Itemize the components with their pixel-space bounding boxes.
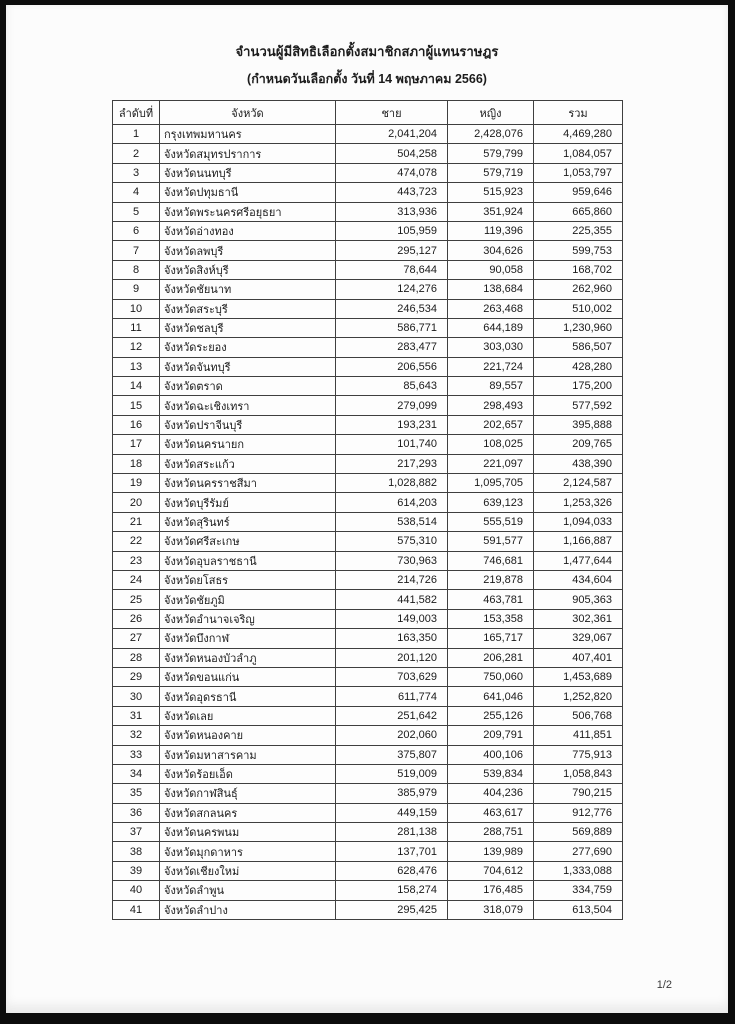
female-count-cell: 219,878 <box>448 570 534 589</box>
row-number-cell: 22 <box>113 532 160 551</box>
total-count-cell: 599,753 <box>534 241 623 260</box>
male-count-cell: 1,028,882 <box>336 474 448 493</box>
province-name-cell: จังหวัดลำปาง <box>160 900 336 919</box>
row-number-cell: 7 <box>113 241 160 260</box>
total-count-cell: 407,401 <box>534 648 623 667</box>
total-count-cell: 175,200 <box>534 377 623 396</box>
table-row <box>113 764 623 783</box>
total-count-cell: 1,252,820 <box>534 687 623 706</box>
table-row <box>113 842 623 861</box>
table-row <box>113 299 623 318</box>
table-row <box>113 745 623 764</box>
row-number-cell: 13 <box>113 357 160 376</box>
total-count-cell: 438,390 <box>534 454 623 473</box>
row-number-cell: 32 <box>113 726 160 745</box>
row-number-cell: 24 <box>113 570 160 589</box>
total-count-cell: 510,002 <box>534 299 623 318</box>
table-row <box>113 221 623 240</box>
row-number-cell: 5 <box>113 202 160 221</box>
female-count-cell: 153,358 <box>448 609 534 628</box>
row-number-cell: 2 <box>113 144 160 163</box>
female-count-cell: 579,799 <box>448 144 534 163</box>
province-name-cell: จังหวัดมหาสารคาม <box>160 745 336 764</box>
province-name-cell: จังหวัดร้อยเอ็ด <box>160 764 336 783</box>
province-name-cell: จังหวัดขอนแก่น <box>160 667 336 686</box>
female-count-cell: 644,189 <box>448 318 534 337</box>
header-province: จังหวัด <box>160 101 336 125</box>
table-row <box>113 163 623 182</box>
header-total: รวม <box>534 101 623 125</box>
total-count-cell: 1,058,843 <box>534 764 623 783</box>
province-name-cell: จังหวัดจันทบุรี <box>160 357 336 376</box>
row-number-cell: 10 <box>113 299 160 318</box>
document-page <box>6 5 728 1013</box>
province-name-cell: จังหวัดเลย <box>160 706 336 725</box>
table-row <box>113 551 623 570</box>
header-female: หญิง <box>448 101 534 125</box>
total-count-cell: 302,361 <box>534 609 623 628</box>
male-count-cell: 101,740 <box>336 435 448 454</box>
table-row <box>113 454 623 473</box>
total-count-cell: 1,094,033 <box>534 512 623 531</box>
total-count-cell: 1,053,797 <box>534 163 623 182</box>
male-count-cell: 246,534 <box>336 299 448 318</box>
female-count-cell: 263,468 <box>448 299 534 318</box>
male-count-cell: 281,138 <box>336 823 448 842</box>
female-count-cell: 746,681 <box>448 551 534 570</box>
province-name-cell: จังหวัดกาฬสินธุ์ <box>160 784 336 803</box>
total-count-cell: 912,776 <box>534 803 623 822</box>
total-count-cell: 428,280 <box>534 357 623 376</box>
table-row <box>113 202 623 221</box>
male-count-cell: 217,293 <box>336 454 448 473</box>
province-name-cell: จังหวัดสมุทรปราการ <box>160 144 336 163</box>
male-count-cell: 85,643 <box>336 377 448 396</box>
province-name-cell: จังหวัดยโสธร <box>160 570 336 589</box>
province-name-cell: จังหวัดนครนายก <box>160 435 336 454</box>
male-count-cell: 611,774 <box>336 687 448 706</box>
female-count-cell: 579,719 <box>448 163 534 182</box>
male-count-cell: 443,723 <box>336 183 448 202</box>
row-number-cell: 26 <box>113 609 160 628</box>
male-count-cell: 251,642 <box>336 706 448 725</box>
header-row-number: ลำดับที่ <box>113 101 160 125</box>
header-male: ชาย <box>336 101 448 125</box>
male-count-cell: 504,258 <box>336 144 448 163</box>
total-count-cell: 569,889 <box>534 823 623 842</box>
row-number-cell: 38 <box>113 842 160 861</box>
row-number-cell: 3 <box>113 163 160 182</box>
male-count-cell: 295,127 <box>336 241 448 260</box>
province-name-cell: จังหวัดชลบุรี <box>160 318 336 337</box>
total-count-cell: 209,765 <box>534 435 623 454</box>
row-number-cell: 31 <box>113 706 160 725</box>
table-row <box>113 280 623 299</box>
male-count-cell: 441,582 <box>336 590 448 609</box>
total-count-cell: 1,453,689 <box>534 667 623 686</box>
male-count-cell: 628,476 <box>336 861 448 880</box>
table-row <box>113 338 623 357</box>
province-name-cell: จังหวัดนนทบุรี <box>160 163 336 182</box>
table-row <box>113 493 623 512</box>
province-name-cell: จังหวัดปทุมธานี <box>160 183 336 202</box>
province-name-cell: จังหวัดนครพนม <box>160 823 336 842</box>
table-row <box>113 900 623 919</box>
province-name-cell: จังหวัดบึงกาฬ <box>160 629 336 648</box>
table-row <box>113 726 623 745</box>
province-name-cell: จังหวัดฉะเชิงเทรา <box>160 396 336 415</box>
row-number-cell: 33 <box>113 745 160 764</box>
row-number-cell: 29 <box>113 667 160 686</box>
table-row <box>113 474 623 493</box>
female-count-cell: 318,079 <box>448 900 534 919</box>
row-number-cell: 21 <box>113 512 160 531</box>
row-number-cell: 28 <box>113 648 160 667</box>
row-number-cell: 23 <box>113 551 160 570</box>
province-name-cell: จังหวัดสุรินทร์ <box>160 512 336 531</box>
table-row <box>113 570 623 589</box>
total-count-cell: 586,507 <box>534 338 623 357</box>
total-count-cell: 905,363 <box>534 590 623 609</box>
male-count-cell: 158,274 <box>336 881 448 900</box>
total-count-cell: 168,702 <box>534 260 623 279</box>
row-number-cell: 34 <box>113 764 160 783</box>
row-number-cell: 25 <box>113 590 160 609</box>
female-count-cell: 304,626 <box>448 241 534 260</box>
table-header-row <box>113 101 623 125</box>
row-number-cell: 8 <box>113 260 160 279</box>
row-number-cell: 17 <box>113 435 160 454</box>
male-count-cell: 105,959 <box>336 221 448 240</box>
table-row <box>113 609 623 628</box>
female-count-cell: 555,519 <box>448 512 534 531</box>
row-number-cell: 18 <box>113 454 160 473</box>
province-name-cell: จังหวัดหนองบัวลำภู <box>160 648 336 667</box>
male-count-cell: 206,556 <box>336 357 448 376</box>
province-name-cell: จังหวัดสกลนคร <box>160 803 336 822</box>
row-number-cell: 15 <box>113 396 160 415</box>
table-row <box>113 881 623 900</box>
male-count-cell: 385,979 <box>336 784 448 803</box>
province-name-cell: จังหวัดปราจีนบุรี <box>160 415 336 434</box>
row-number-cell: 40 <box>113 881 160 900</box>
total-count-cell: 1,333,088 <box>534 861 623 880</box>
province-name-cell: จังหวัดสระบุรี <box>160 299 336 318</box>
female-count-cell: 119,396 <box>448 221 534 240</box>
female-count-cell: 1,095,705 <box>448 474 534 493</box>
province-name-cell: จังหวัดนครราชสีมา <box>160 474 336 493</box>
male-count-cell: 137,701 <box>336 842 448 861</box>
row-number-cell: 20 <box>113 493 160 512</box>
male-count-cell: 78,644 <box>336 260 448 279</box>
total-count-cell: 277,690 <box>534 842 623 861</box>
male-count-cell: 575,310 <box>336 532 448 551</box>
table-row <box>113 803 623 822</box>
male-count-cell: 449,159 <box>336 803 448 822</box>
province-name-cell: จังหวัดพระนครศรีอยุธยา <box>160 202 336 221</box>
female-count-cell: 209,791 <box>448 726 534 745</box>
female-count-cell: 539,834 <box>448 764 534 783</box>
table-row <box>113 532 623 551</box>
total-count-cell: 775,913 <box>534 745 623 764</box>
province-name-cell: จังหวัดสิงห์บุรี <box>160 260 336 279</box>
row-number-cell: 39 <box>113 861 160 880</box>
province-name-cell: จังหวัดมุกดาหาร <box>160 842 336 861</box>
total-count-cell: 1,477,644 <box>534 551 623 570</box>
table-row <box>113 512 623 531</box>
total-count-cell: 1,084,057 <box>534 144 623 163</box>
female-count-cell: 108,025 <box>448 435 534 454</box>
province-name-cell: กรุงเทพมหานคร <box>160 125 336 144</box>
female-count-cell: 255,126 <box>448 706 534 725</box>
total-count-cell: 434,604 <box>534 570 623 589</box>
female-count-cell: 404,236 <box>448 784 534 803</box>
male-count-cell: 295,425 <box>336 900 448 919</box>
male-count-cell: 163,350 <box>336 629 448 648</box>
female-count-cell: 298,493 <box>448 396 534 415</box>
province-name-cell: จังหวัดสระแก้ว <box>160 454 336 473</box>
document-title: จำนวนผู้มีสิทธิเลือกตั้งสมาชิกสภาผู้แทนราษฎร <box>235 44 499 59</box>
total-count-cell: 1,253,326 <box>534 493 623 512</box>
row-number-cell: 41 <box>113 900 160 919</box>
male-count-cell: 730,963 <box>336 551 448 570</box>
province-name-cell: จังหวัดตราด <box>160 377 336 396</box>
province-name-cell: จังหวัดบุรีรัมย์ <box>160 493 336 512</box>
voters-table <box>112 100 623 920</box>
total-count-cell: 262,960 <box>534 280 623 299</box>
total-count-cell: 1,230,960 <box>534 318 623 337</box>
table-row <box>113 318 623 337</box>
row-number-cell: 1 <box>113 125 160 144</box>
row-number-cell: 37 <box>113 823 160 842</box>
total-count-cell: 329,067 <box>534 629 623 648</box>
male-count-cell: 586,771 <box>336 318 448 337</box>
province-name-cell: จังหวัดลพบุรี <box>160 241 336 260</box>
male-count-cell: 279,099 <box>336 396 448 415</box>
female-count-cell: 641,046 <box>448 687 534 706</box>
female-count-cell: 639,123 <box>448 493 534 512</box>
female-count-cell: 400,106 <box>448 745 534 764</box>
female-count-cell: 221,097 <box>448 454 534 473</box>
female-count-cell: 750,060 <box>448 667 534 686</box>
female-count-cell: 139,989 <box>448 842 534 861</box>
row-number-cell: 6 <box>113 221 160 240</box>
table-row <box>113 396 623 415</box>
row-number-cell: 27 <box>113 629 160 648</box>
table-row <box>113 241 623 260</box>
table-body <box>113 125 623 920</box>
female-count-cell: 704,612 <box>448 861 534 880</box>
row-number-cell: 35 <box>113 784 160 803</box>
male-count-cell: 703,629 <box>336 667 448 686</box>
male-count-cell: 538,514 <box>336 512 448 531</box>
total-count-cell: 2,124,587 <box>534 474 623 493</box>
row-number-cell: 9 <box>113 280 160 299</box>
table-row <box>113 435 623 454</box>
table-row <box>113 784 623 803</box>
row-number-cell: 30 <box>113 687 160 706</box>
female-count-cell: 138,684 <box>448 280 534 299</box>
female-count-cell: 176,485 <box>448 881 534 900</box>
document-subtitle: (กำหนดวันเลือกตั้ง วันที่ 14 พฤษภาคม 2566) <box>247 72 487 86</box>
total-count-cell: 411,851 <box>534 726 623 745</box>
row-number-cell: 12 <box>113 338 160 357</box>
province-name-cell: จังหวัดอำนาจเจริญ <box>160 609 336 628</box>
male-count-cell: 2,041,204 <box>336 125 448 144</box>
row-number-cell: 19 <box>113 474 160 493</box>
female-count-cell: 221,724 <box>448 357 534 376</box>
row-number-cell: 11 <box>113 318 160 337</box>
province-name-cell: จังหวัดศรีสะเกษ <box>160 532 336 551</box>
province-name-cell: จังหวัดอ่างทอง <box>160 221 336 240</box>
male-count-cell: 193,231 <box>336 415 448 434</box>
total-count-cell: 613,504 <box>534 900 623 919</box>
table-row <box>113 415 623 434</box>
row-number-cell: 14 <box>113 377 160 396</box>
row-number-cell: 4 <box>113 183 160 202</box>
male-count-cell: 214,726 <box>336 570 448 589</box>
title-block <box>6 5 728 89</box>
province-name-cell: จังหวัดลำพูน <box>160 881 336 900</box>
male-count-cell: 283,477 <box>336 338 448 357</box>
female-count-cell: 463,617 <box>448 803 534 822</box>
total-count-cell: 506,768 <box>534 706 623 725</box>
male-count-cell: 375,807 <box>336 745 448 764</box>
female-count-cell: 206,281 <box>448 648 534 667</box>
total-count-cell: 4,469,280 <box>534 125 623 144</box>
table-row <box>113 590 623 609</box>
table-row <box>113 861 623 880</box>
total-count-cell: 1,166,887 <box>534 532 623 551</box>
table-row <box>113 687 623 706</box>
female-count-cell: 90,058 <box>448 260 534 279</box>
province-name-cell: จังหวัดชัยนาท <box>160 280 336 299</box>
total-count-cell: 665,860 <box>534 202 623 221</box>
female-count-cell: 351,924 <box>448 202 534 221</box>
table-row <box>113 125 623 144</box>
table-row <box>113 667 623 686</box>
male-count-cell: 202,060 <box>336 726 448 745</box>
table-row <box>113 629 623 648</box>
female-count-cell: 463,781 <box>448 590 534 609</box>
table-row <box>113 144 623 163</box>
table-row <box>113 260 623 279</box>
male-count-cell: 124,276 <box>336 280 448 299</box>
total-count-cell: 395,888 <box>534 415 623 434</box>
total-count-cell: 577,592 <box>534 396 623 415</box>
female-count-cell: 591,577 <box>448 532 534 551</box>
female-count-cell: 288,751 <box>448 823 534 842</box>
province-name-cell: จังหวัดชัยภูมิ <box>160 590 336 609</box>
male-count-cell: 313,936 <box>336 202 448 221</box>
table-row <box>113 648 623 667</box>
province-name-cell: จังหวัดระยอง <box>160 338 336 357</box>
province-name-cell: จังหวัดหนองคาย <box>160 726 336 745</box>
female-count-cell: 303,030 <box>448 338 534 357</box>
total-count-cell: 959,646 <box>534 183 623 202</box>
total-count-cell: 334,759 <box>534 881 623 900</box>
female-count-cell: 2,428,076 <box>448 125 534 144</box>
province-name-cell: จังหวัดอุดรธานี <box>160 687 336 706</box>
row-number-cell: 16 <box>113 415 160 434</box>
page-indicator: 1/2 <box>656 979 672 991</box>
total-count-cell: 790,215 <box>534 784 623 803</box>
female-count-cell: 515,923 <box>448 183 534 202</box>
male-count-cell: 519,009 <box>336 764 448 783</box>
female-count-cell: 202,657 <box>448 415 534 434</box>
female-count-cell: 165,717 <box>448 629 534 648</box>
table-row <box>113 706 623 725</box>
province-name-cell: จังหวัดอุบลราชธานี <box>160 551 336 570</box>
row-number-cell: 36 <box>113 803 160 822</box>
male-count-cell: 474,078 <box>336 163 448 182</box>
table-row <box>113 183 623 202</box>
table-row <box>113 823 623 842</box>
female-count-cell: 89,557 <box>448 377 534 396</box>
male-count-cell: 201,120 <box>336 648 448 667</box>
table-row <box>113 357 623 376</box>
province-name-cell: จังหวัดเชียงใหม่ <box>160 861 336 880</box>
total-count-cell: 225,355 <box>534 221 623 240</box>
male-count-cell: 149,003 <box>336 609 448 628</box>
table-row <box>113 377 623 396</box>
male-count-cell: 614,203 <box>336 493 448 512</box>
